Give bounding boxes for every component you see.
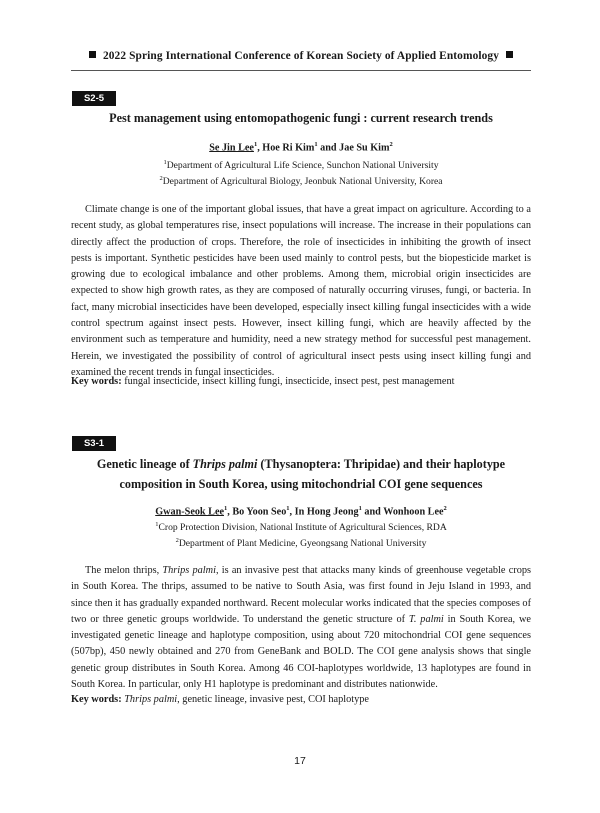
running-header <box>71 50 531 62</box>
author-name: Se Jin Lee <box>209 142 254 154</box>
square-bullet-icon <box>89 51 96 58</box>
author-sup: 1 <box>253 141 258 148</box>
affiliation-line <box>71 518 531 534</box>
paper-title-text: (Thysanoptera: Thripidae) and their haplotype <box>257 457 506 471</box>
affiliation-sup: 2 <box>175 537 179 545</box>
abstract-text: , is an invasive pest that attacks many kinds of greenhouse vegetable crops in South Korea. The thrips, assumed to be native to South Asia, was first found in Jeju Island in 1993, and since then it has gradually expanded northward. Recent molecular works indicated that the species composes of two or three genetic groups worldwide. To understand the genetic structure of <box>71 565 532 625</box>
header-divider <box>71 70 531 71</box>
paper-title-species: Thrips palmi <box>192 457 258 471</box>
affiliation-line <box>71 534 531 550</box>
author-name: Gwan-Seok Lee <box>155 506 224 518</box>
affiliation-sup: 1 <box>163 159 167 166</box>
author-sep: and <box>361 506 384 518</box>
square-bullet-icon <box>506 51 513 58</box>
session-tag: S3-1 <box>72 436 116 451</box>
session-tag: S2-5 <box>72 91 116 106</box>
author-name: Jae Su Kim <box>339 142 390 154</box>
affiliation-text: Crop Protection Division, National Institute of Agricultural Sciences, RDA <box>158 522 447 534</box>
paper-title <box>71 108 531 128</box>
affiliations <box>71 156 531 188</box>
keywords-text: , genetic lineage, invasive pest, COI haplotype <box>177 694 370 705</box>
author-sep: , <box>289 506 295 518</box>
affiliation-line <box>71 156 531 172</box>
author-sup: 2 <box>389 141 393 148</box>
paper-title <box>71 454 531 494</box>
author-name: Hoe Ri Kim <box>262 142 315 154</box>
author-sup: 1 <box>358 505 362 512</box>
author-sup: 1 <box>286 505 290 512</box>
abstract-body <box>71 563 531 693</box>
author-list <box>71 505 531 517</box>
author-sup: 1 <box>223 505 228 512</box>
author-name: Wonhoon Lee <box>383 506 444 518</box>
keywords-label: Key words: <box>71 376 122 387</box>
affiliation-text: Department of Plant Medicine, Gyeongsang National University <box>178 538 427 550</box>
paper-title-text: Genetic lineage of <box>96 457 193 471</box>
paper-title-line: composition in South Korea, using mitochondrial COI gene sequences <box>119 477 483 491</box>
author-name: Bo Yoon Seo <box>232 506 287 518</box>
affiliation-sup: 1 <box>155 521 159 528</box>
keywords-label: Key words: <box>71 694 122 705</box>
keywords-species: Thrips palmi <box>124 694 178 705</box>
paper-title-text: Pest management using entomopathogenic fungi : current research trends <box>109 111 493 125</box>
page-number: 17 <box>294 755 306 767</box>
affiliation-text: Department of Agricultural Life Science, Sunchon National University <box>166 160 439 172</box>
abstract-body: Climate change is one of the important global issues, that have a great impact on agriculture. According to a recent study, as global temperatures rise, insect populations will increase. The increase in their populations can directly affect the production of crops. Therefore, the role of insecticides in inhibiting the growth of insect pests is important. Synthetic pesticides have been used mainly to control pests, but the biopesticide market is growing due to ecological imbalance and other problems. Among them, microbial origin insecticides are expected to show high growth rates, as they are composed of naturally occurring viruses, fungi, or bacteria. In fact, many microbial insecticides have been developed, especially insect killing fungal insecticides with a wide control spectrum against insect pests. However, insect killing fungi, which are heavily affected by the environment such as temperature and humidity, need a new strategy method for successful pest management. Herein, we investigated the possibility of control of agricultural insect pests using insect killing fungi and examined the recent trends in fungal insecticides. <box>71 204 531 378</box>
paper-title-line <box>71 454 531 474</box>
author-name: In Hong Jeong <box>294 506 359 518</box>
author-list <box>71 141 531 153</box>
header-text: 2022 Spring International Conference of Korean Society of Applied Entomology <box>102 50 500 62</box>
author-sep: , <box>227 506 233 518</box>
author-sup: 2 <box>443 505 447 512</box>
abstract-text: The melon thrips, <box>85 565 163 576</box>
author-sup: 1 <box>314 141 318 148</box>
author-sep: , <box>257 142 263 154</box>
affiliations <box>71 518 531 550</box>
keywords-text: fungal insecticide, insect killing fungi, insecticide, insect pest, pest management <box>124 376 455 387</box>
affiliation-line <box>71 172 531 188</box>
abstract-text: in South Korea, we investigated genetic lineage and haplotype composition, using about 720 mitochondrial COI gene sequences (507bp), 450 newly obtained and 270 from GeneBank and BOLD. The COI gene analysis shows that single genetic group distributes in South Korea. Among 46 COI-haplotypes worldwide, 13 haplotypes are found in South Korea. In particular, only H1 haplotype is predominant and distributes nationwide. <box>71 613 531 691</box>
abstract-species: Thrips palmi <box>162 565 216 576</box>
author-sep: and <box>317 142 340 154</box>
abstract-species: T. palmi <box>408 613 444 625</box>
keywords-line <box>71 376 531 387</box>
keywords-line <box>71 694 531 705</box>
affiliation-sup: 2 <box>159 175 163 183</box>
affiliation-text: Department of Agricultural Biology, Jeonbuk National University, Korea <box>162 176 443 188</box>
